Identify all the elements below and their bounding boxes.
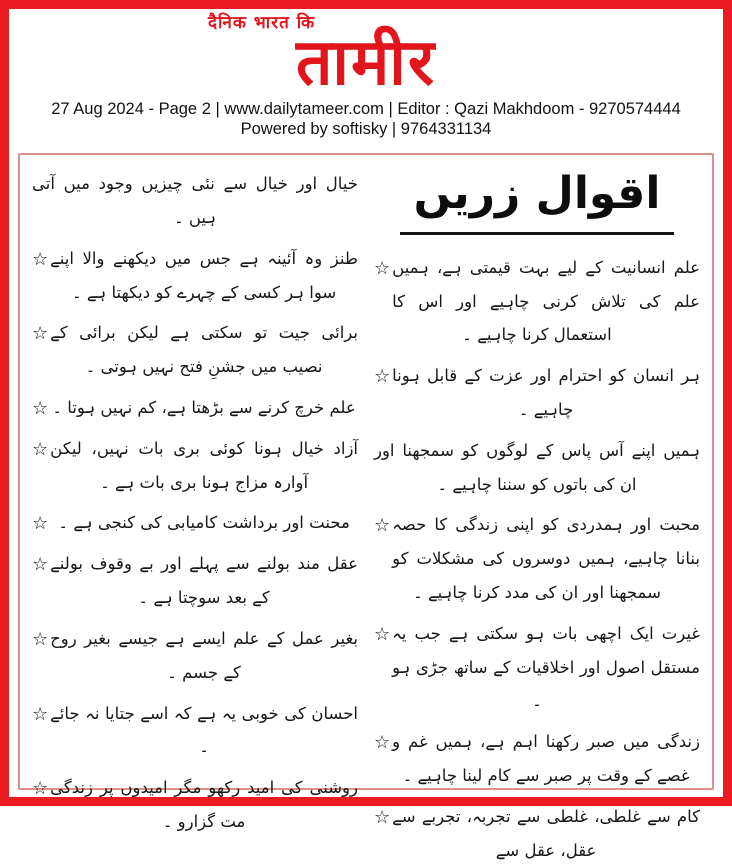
quote-text: علم خرچ کرنے سے بڑھتا ہے، کم نہیں ہوتا ۔ (52, 398, 356, 417)
quote-text: غیرت ایک اچھی بات ہو سکتی ہے جب یہ مستقل اصول اور اخلاقیات کے ساتھ جڑی ہو ۔ (392, 623, 700, 711)
quote-text: آزاد خیال ہونا کوئی بری بات نہیں، لیکن آوارہ مزاج ہونا بری بات ہے ۔ (50, 438, 358, 492)
star-bullet-icon: ☆ (32, 398, 49, 419)
masthead-title: तामीर (295, 26, 437, 100)
content-box (18, 153, 714, 860)
quote-text: زندگی میں صبر رکھنا اہم ہے، ہمیں غم و غصے کے وقت پر صبر سے کام لینا چاہیے ۔ (392, 732, 700, 786)
masthead-tagline: दैनिक भारत कि (207, 13, 316, 33)
star-bullet-icon: ☆ (32, 703, 49, 725)
quote-text: محبت اور ہمدردی کو اپنی زندگی کا حصہ بنانا چاہیے، ہمیں دوسروں کی مشکلات کو سمجھنا اور ان کی مدد کرنا چاہیے ۔ (392, 515, 700, 603)
star-bullet-icon: ☆ (374, 806, 391, 828)
quote-text: ہمیں اپنے آس پاس کے لوگوں کو سمجھنا اور ان کی باتوں کو سننا چاہیے ۔ (374, 440, 700, 494)
star-bullet-icon: ☆ (374, 515, 391, 537)
quote-item (374, 434, 700, 502)
article-title-block (374, 169, 700, 235)
quote-item (32, 242, 358, 310)
star-bullet-icon: ☆ (374, 257, 391, 279)
quote-text: روشنی کی امید رکھو مگر امیدوں پر زندگی مت گزارو ۔ (50, 778, 358, 831)
quote-text: عقل مند بولنے سے پہلے اور بے وقوف بولنے کے بعد سوچتا ہے ۔ (50, 554, 358, 608)
star-bullet-icon: ☆ (32, 554, 49, 576)
header-info (9, 99, 723, 139)
quote-item (374, 725, 700, 793)
article-title: اقوال زریں (400, 169, 675, 235)
quote-text: خیال اور خیال سے نئی چیزیں وجود میں آتی ہیں ۔ (32, 174, 358, 227)
star-bullet-icon: ☆ (32, 323, 49, 345)
quote-item (374, 617, 700, 718)
masthead (9, 9, 723, 100)
quote-text: طنز وہ آئینہ ہے جس میں دیکھنے والا اپنے سوا ہر کسی کے چہرے کو دیکھتا ہے ۔ (50, 248, 358, 302)
quote-item (374, 359, 700, 427)
quote-text: ہر انسان کو احترام اور عزت کے قابل ہونا چاہیے ۔ (392, 366, 700, 419)
quote-item (32, 167, 358, 235)
quote-item (374, 508, 700, 609)
star-bullet-icon: ☆ (32, 248, 49, 270)
header-line-date-editor: 27 Aug 2024 - Page 2 | www.dailytameer.com | Editor : Qazi Makhdoom - 9270574444 (51, 99, 681, 118)
quote-item (32, 506, 358, 540)
star-bullet-icon: ☆ (32, 628, 49, 650)
star-bullet-icon: ☆ (32, 513, 49, 535)
quote-text: بغیر عمل کے علم ایسے ہے جیسے بغیر روح کے جسم ۔ (50, 628, 358, 682)
header-line-powered-by: Powered by softisky | 9764331134 (240, 120, 492, 138)
right-column (374, 167, 700, 860)
quote-item (32, 391, 358, 425)
left-column (32, 167, 358, 831)
star-bullet-icon: ☆ (32, 778, 49, 800)
quote-item (32, 622, 358, 690)
quote-item (32, 316, 358, 384)
masthead-inner (207, 13, 437, 100)
quote-item (32, 697, 358, 765)
quote-text: احسان کی خوبی یہ ہے کہ اسے جتایا نہ جائے ۔ (50, 703, 358, 757)
quote-text: محنت اور برداشت کامیابی کی کنجی ہے ۔ (58, 513, 350, 533)
right-column-quotes (374, 251, 700, 868)
quote-text: علم انسانیت کے لیے بہت قیمتی ہے، ہمیں علم کی تلاش کرنی چاہیے اور اس کا استعمال کرنا چاہیے ۔ (392, 257, 700, 345)
star-bullet-icon: ☆ (374, 623, 391, 645)
star-bullet-icon: ☆ (32, 438, 49, 460)
quote-item (32, 771, 358, 839)
star-bullet-icon: ☆ (374, 366, 391, 388)
quote-item (374, 800, 700, 868)
quote-item (32, 432, 358, 500)
star-bullet-icon: ☆ (374, 732, 391, 754)
quote-item (32, 547, 358, 615)
quote-text: برائی جیت تو سکتی ہے لیکن برائی کے نصیب میں جشنِ فتح نہیں ہوتی ۔ (50, 323, 358, 377)
quote-text: کام سے غلطی، غلطی سے تجربہ، تجربے سے عقل، عقل سے (392, 806, 700, 860)
quote-item (374, 251, 700, 352)
